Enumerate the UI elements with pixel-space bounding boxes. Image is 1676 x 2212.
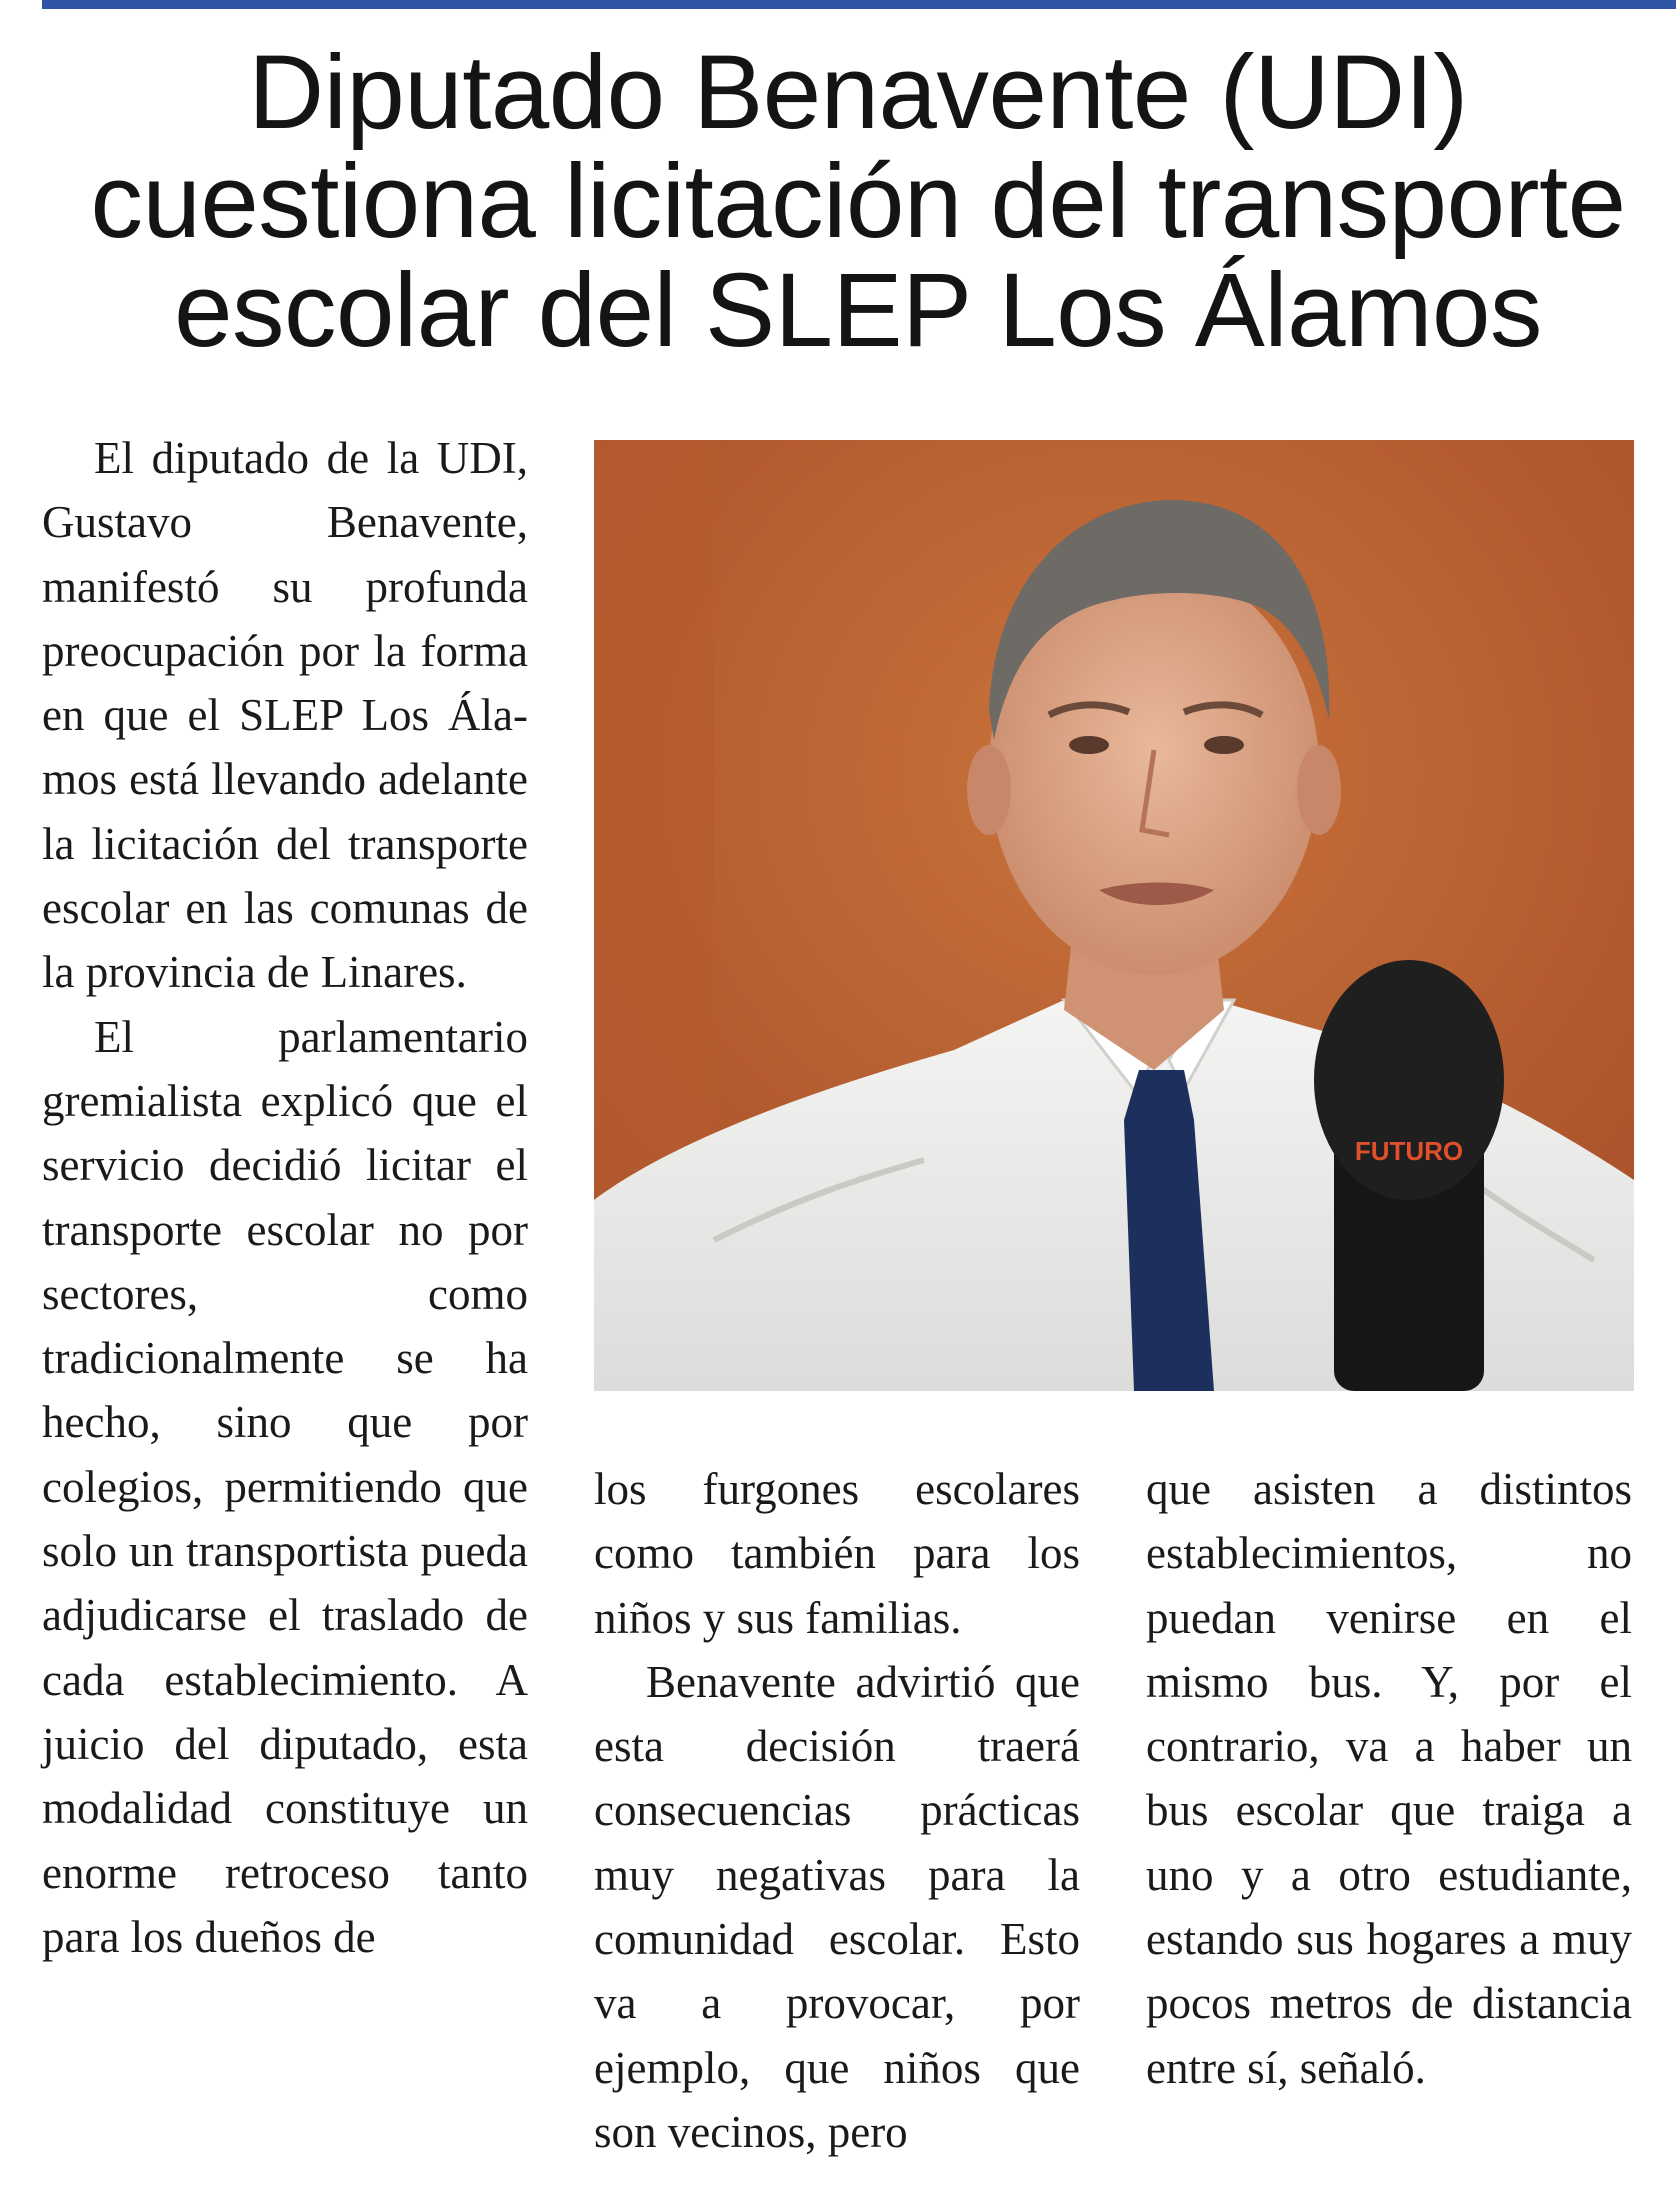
photo-illustration — [594, 440, 1634, 1391]
headline-line-3: escolar del SLEP Los Álamos — [174, 252, 1542, 369]
paragraph: El diputado de la UDI, Gustavo Benavente, manifestó su profunda preocupación por la forma en que el SLEP Los Álamos está llevando adelante la licitación del transporte escolar en las comunas de la provincia de Linares. — [42, 433, 528, 998]
top-rule — [42, 0, 1676, 9]
article-column-1 — [42, 426, 528, 1969]
microphone-logo: FUTURO — [1354, 1136, 1464, 1166]
headline — [40, 34, 1676, 369]
headline-line-2: cuestiona licitación del transporte — [90, 143, 1626, 260]
paragraph: los furgones escolares como también para los niños y sus familias. — [594, 1464, 1080, 1643]
headline-line-1: Diputado Benavente (UDI) — [248, 34, 1468, 151]
paragraph: El parlamentario gremialista explicó que el servicio decidió licitar el transporte escolar no por sectores, como tradicionalmente se ha hecho, sino que por colegios, permitiendo que solo un transportista pueda adjudicarse el traslado de cada establecimiento. A juicio del diputado, esta modalidad constituye un enorme retroceso tanto para los dueños de — [42, 1011, 528, 1962]
article-column-3 — [1146, 1457, 1632, 2100]
paragraph: que asisten a distintos establecimientos, no puedan venirse en el mismo bus. Y, por el contrario, va a haber un bus escolar que traiga a uno y a otro estudiante, estando sus hogares a muy pocos metros de distancia entre sí, señaló. — [1146, 1464, 1632, 2093]
article-column-2 — [594, 1457, 1080, 2164]
article-photo — [594, 440, 1634, 1391]
paragraph: Benavente advirtió que esta decisión traerá consecuencias prácticas muy negativas para la comunidad escolar. Esto va a provocar, por ejemplo, que niños que son vecinos, pero — [594, 1656, 1080, 2157]
